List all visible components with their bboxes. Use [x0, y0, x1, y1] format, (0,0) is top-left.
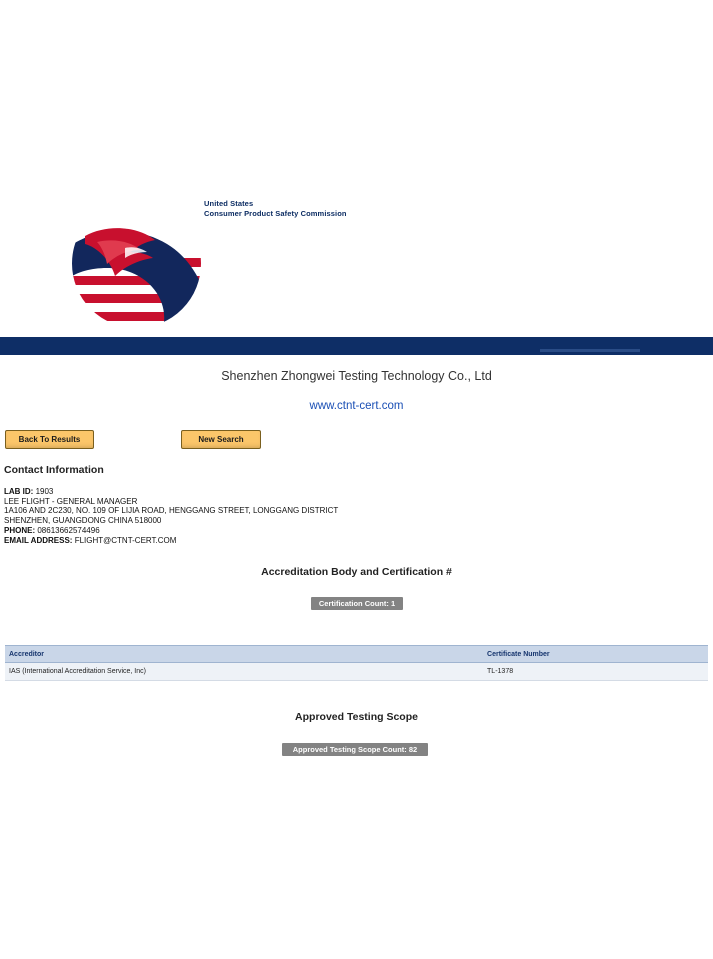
email-label: EMAIL ADDRESS: — [4, 535, 73, 545]
agency-name-line2: Consumer Product Safety Commission — [204, 209, 347, 218]
back-to-results-button[interactable]: Back To Results — [5, 430, 94, 449]
table-header-row — [5, 646, 708, 663]
accreditation-table — [5, 645, 708, 681]
header-blue-bar — [0, 337, 713, 355]
lab-id-row — [4, 487, 338, 497]
email-row — [4, 536, 338, 546]
certification-count-badge: Certification Count: 1 — [311, 597, 403, 610]
approved-testing-scope-count-badge: Approved Testing Scope Count: 82 — [282, 743, 428, 756]
cpsc-seal-icon — [67, 196, 206, 331]
contact-person: LEE FLIGHT - GENERAL MANAGER — [4, 496, 138, 506]
address-line-1: 1A106 AND 2C230, NO. 109 OF LIJIA ROAD, HENGGANG STREET, LONGGANG DISTRICT — [4, 506, 339, 516]
cell-certificate-number: TL-1378 — [483, 663, 708, 681]
contact-information-block — [4, 487, 338, 545]
column-header-certificate-number: Certificate Number — [483, 646, 708, 663]
column-header-accreditor: Accreditor — [5, 646, 483, 663]
table-row — [5, 663, 708, 681]
lab-id-value: 1903 — [35, 487, 54, 496]
new-search-button[interactable]: New Search — [181, 430, 261, 449]
phone-value: 08613662574496 — [37, 525, 100, 535]
lab-website-link[interactable]: www.ctnt-cert.com — [309, 400, 404, 412]
page-header-banner — [0, 189, 713, 341]
agency-name — [204, 199, 347, 219]
phone-label: PHONE: — [4, 525, 36, 535]
header-blue-bar-accent — [540, 349, 640, 352]
phone-row — [4, 526, 338, 536]
agency-name-line1: United States — [204, 199, 254, 208]
address-line-2: SHENZHEN, GUANGDONG CHINA 518000 — [4, 516, 162, 526]
accreditation-heading: Accreditation Body and Certification # — [261, 566, 452, 578]
page-title: Shenzhen Zhongwei Testing Technology Co., Ltd — [221, 369, 492, 383]
contact-information-heading: Contact Information — [4, 464, 104, 476]
lab-id-label: LAB ID: — [4, 487, 34, 496]
approved-testing-scope-heading: Approved Testing Scope — [295, 711, 418, 723]
cell-accreditor: IAS (International Accreditation Service, Inc) — [5, 663, 483, 681]
email-value: FLIGHT@CTNT-CERT.COM — [74, 535, 177, 545]
